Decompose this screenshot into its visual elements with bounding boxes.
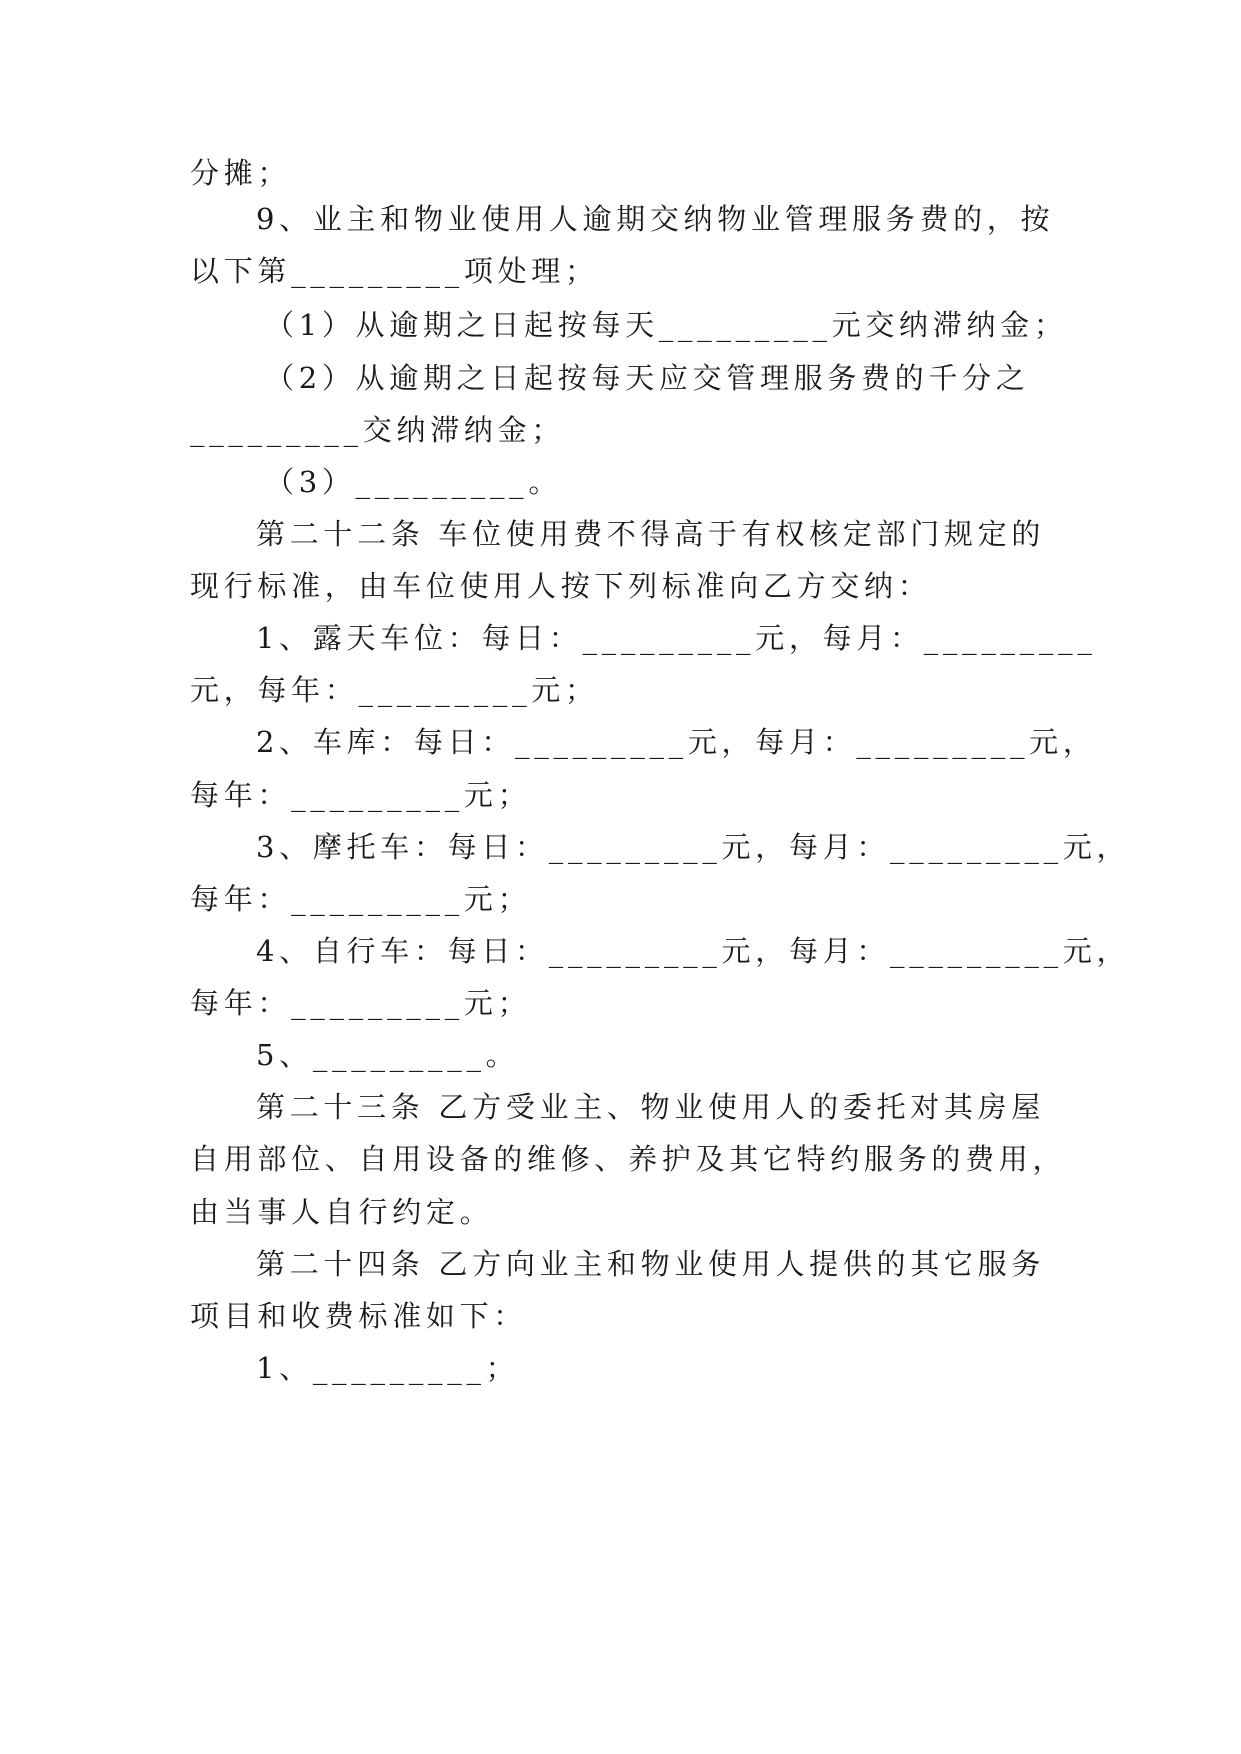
text-line-23: 项目和收费标准如下： <box>190 1299 528 1333</box>
text-line-6: _________交纳滞纳金； <box>190 413 566 447</box>
text-line-4: （1）从逾期之日起按每天_________元交纳滞纳金； <box>265 308 1068 342</box>
text-line-1: 分摊； <box>190 156 292 190</box>
text-line-14: 3、摩托车：每日：_________元，每月：_________元， <box>256 830 1131 864</box>
text-line-20: 自用部位、自用设备的维修、养护及其它特约服务的费用， <box>190 1142 1067 1176</box>
text-line-5: （2）从逾期之日起按每天应交管理服务费的千分之 <box>265 361 1030 395</box>
text-line-8: 第二十二条 车位使用费不得高于有权核定部门规定的 <box>256 517 1046 551</box>
text-line-17: 每年：_________元； <box>190 986 532 1020</box>
text-line-15: 每年：_________元； <box>190 882 532 916</box>
text-line-24: 1、_________； <box>256 1351 520 1385</box>
text-line-7: （3）_________。 <box>265 465 563 499</box>
text-line-22: 第二十四条 乙方向业主和物业使用人提供的其它服务 <box>256 1247 1046 1281</box>
text-line-12: 2、车库：每日：_________元，每月：_________元， <box>256 725 1097 759</box>
text-line-21: 由当事人自行约定。 <box>190 1195 494 1229</box>
text-line-13: 每年：_________元； <box>190 778 532 812</box>
text-line-18: 5、_________。 <box>256 1038 520 1072</box>
text-line-9: 现行标准，由车位使用人按下列标准向乙方交纳： <box>190 569 932 603</box>
text-line-11: 元，每年：_________元； <box>190 673 599 707</box>
text-line-16: 4、自行车：每日：_________元，每月：_________元， <box>256 934 1131 968</box>
text-line-19: 第二十三条 乙方受业主、物业使用人的委托对其房屋 <box>256 1090 1046 1124</box>
text-line-10: 1、露天车位：每日：_________元，每月：_________ <box>256 621 1097 655</box>
text-line-2: 9、业主和物业使用人逾期交纳物业管理服务费的，按 <box>256 202 1055 236</box>
text-line-3: 以下第_________项处理； <box>190 254 599 288</box>
